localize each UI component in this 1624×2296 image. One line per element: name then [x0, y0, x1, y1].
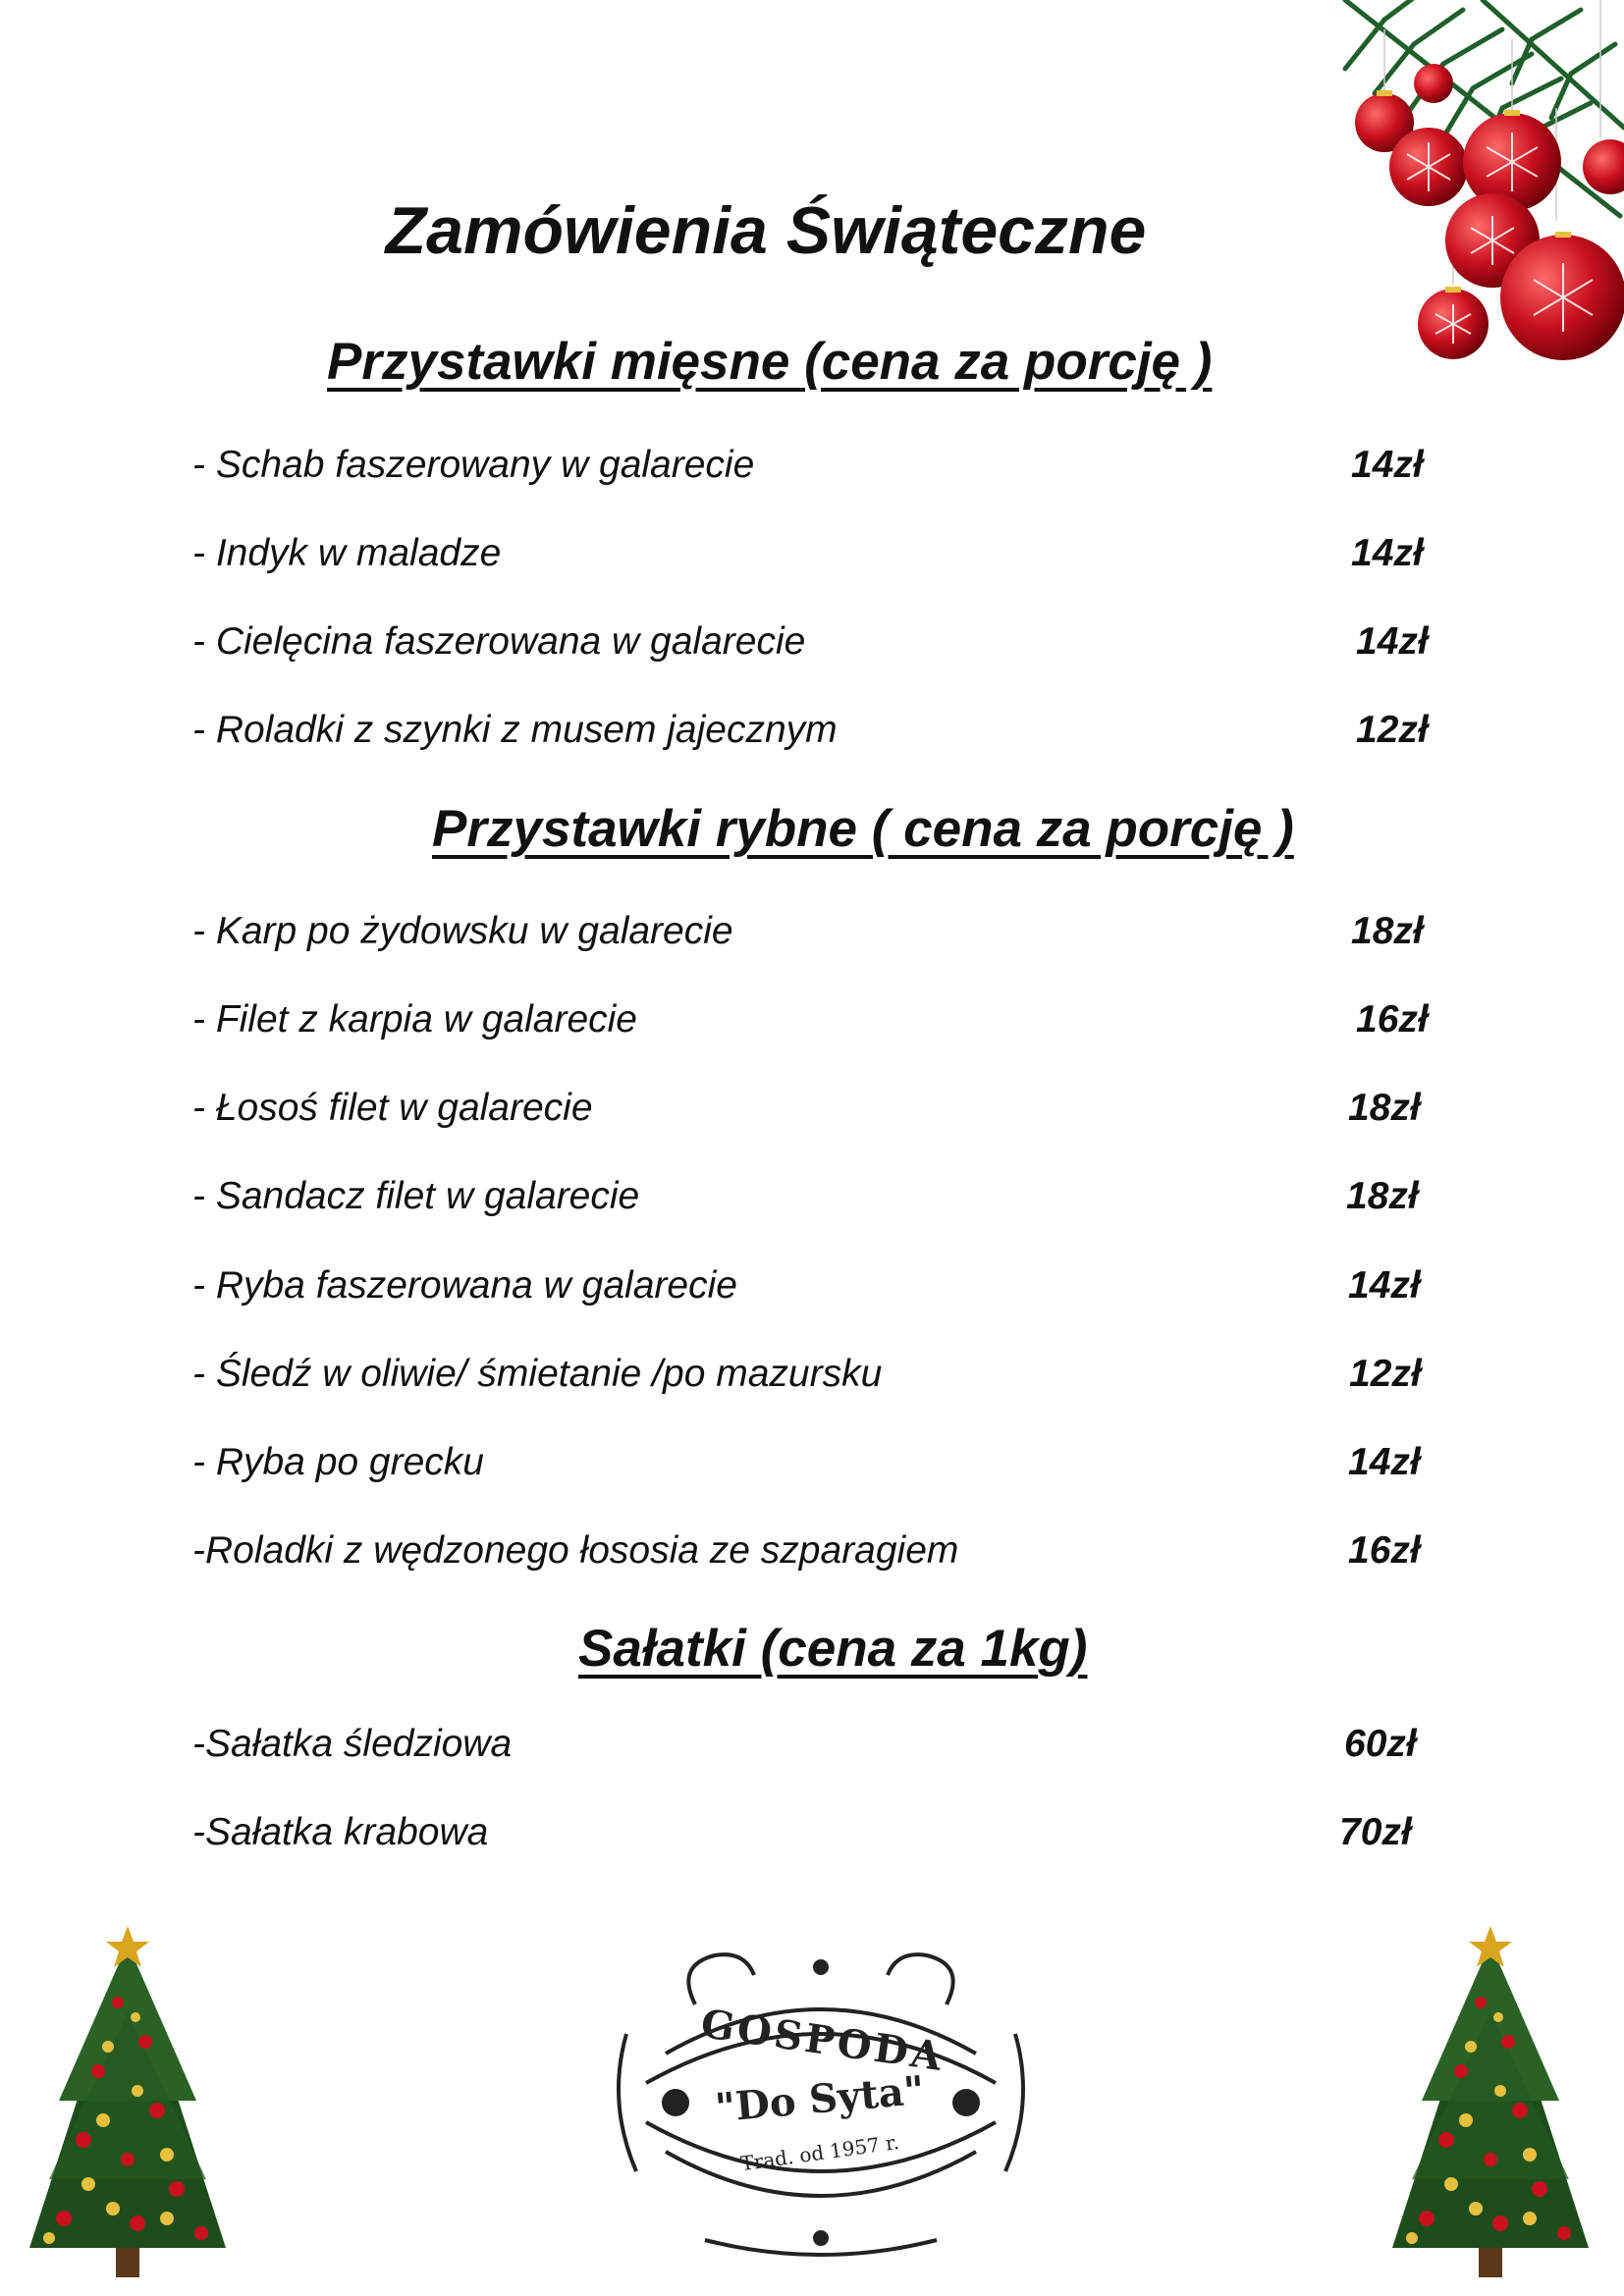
menu-item — [192, 1175, 1420, 1234]
item-name: - Śledź w oliwie/ śmietanie /po mazursku — [192, 1353, 883, 1395]
item-price: 14zł — [1356, 620, 1429, 663]
item-price: 14zł — [1348, 1441, 1421, 1483]
item-price: 18zł — [1346, 1175, 1419, 1217]
logo-line-2: "Do Syta" — [713, 2066, 927, 2132]
menu-item — [192, 1441, 1420, 1500]
item-price: 16zł — [1356, 998, 1429, 1041]
item-name: - Roladki z szynki z musem jajecznym — [192, 709, 838, 751]
item-price: 14zł — [1351, 444, 1424, 486]
logo-line-1: GOSPODA — [698, 2000, 947, 2081]
section-heading-fish: Przystawki rybne ( cena za porcję ) — [432, 800, 1294, 858]
item-price: 16zł — [1348, 1529, 1421, 1572]
item-price: 14zł — [1351, 532, 1424, 574]
item-price: 60zł — [1344, 1723, 1417, 1765]
item-name: - Indyk w maladze — [192, 532, 502, 574]
menu-item — [192, 1353, 1420, 1412]
item-name: - Ryba faszerowana w galarecie — [192, 1264, 737, 1307]
menu-item — [192, 532, 1424, 591]
item-price: 14zł — [1348, 1264, 1421, 1307]
gospoda-logo-icon — [607, 1946, 1035, 2260]
menu-item — [192, 1811, 1420, 1870]
section-heading-meat: Przystawki mięsne (cena za porcję ) — [327, 333, 1213, 391]
menu-item — [192, 1264, 1420, 1323]
item-name: -Roladki z wędzonego łososia ze szparagiem — [192, 1529, 959, 1572]
item-name: - Ryba po grecku — [192, 1441, 484, 1483]
menu-item — [192, 1087, 1420, 1146]
menu-item — [192, 910, 1424, 969]
item-price: 12zł — [1349, 1353, 1422, 1395]
item-price: 70zł — [1339, 1811, 1412, 1853]
item-name: - Łosoś filet w galarecie — [192, 1087, 593, 1129]
section-heading-salads: Sałatki (cena za 1kg) — [578, 1620, 1088, 1678]
menu-item — [192, 444, 1424, 503]
page-title: Zamówienia Świąteczne — [385, 193, 1147, 268]
item-name: - Sandacz filet w galarecie — [192, 1175, 640, 1217]
christmas-tree-icon — [20, 1924, 236, 2287]
item-name: -Sałatka śledziowa — [192, 1723, 513, 1765]
menu-item — [192, 998, 1429, 1057]
item-price: 18zł — [1348, 1087, 1421, 1129]
item-name: -Sałatka krabowa — [192, 1811, 489, 1853]
menu-item — [192, 1529, 1420, 1588]
item-name: - Karp po żydowsku w galarecie — [192, 910, 733, 952]
menu-item — [192, 1723, 1420, 1782]
menu-item — [192, 709, 1429, 768]
item-price: 12zł — [1356, 709, 1429, 751]
menu-item — [192, 620, 1429, 679]
item-name: - Schab faszerowany w galarecie — [192, 444, 755, 486]
logo-line-3: Trad. od 1957 r. — [738, 2129, 901, 2176]
item-name: - Cielęcina faszerowana w galarecie — [192, 620, 806, 663]
christmas-ornaments-icon — [1306, 0, 1624, 373]
item-price: 18zł — [1351, 910, 1424, 952]
item-name: - Filet z karpia w galarecie — [192, 998, 637, 1041]
christmas-tree-icon — [1382, 1924, 1598, 2287]
